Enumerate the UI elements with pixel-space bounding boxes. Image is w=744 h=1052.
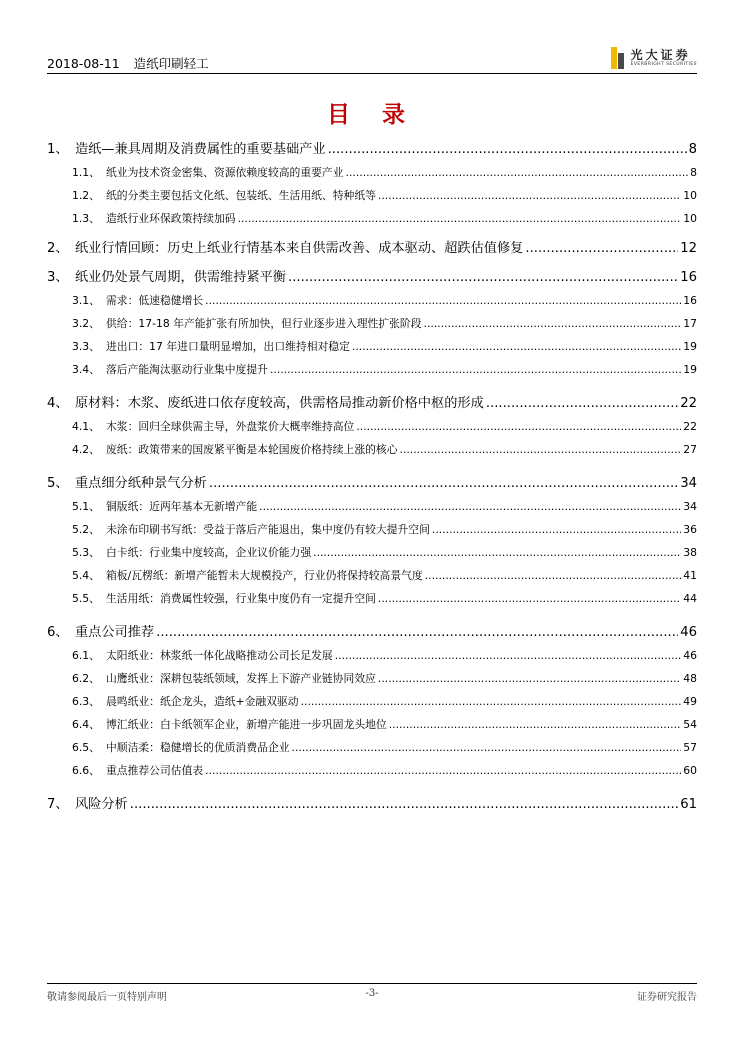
toc-entry-page: 46 xyxy=(680,625,697,640)
toc-dot-leader xyxy=(130,797,678,812)
toc-entry-number: 5.5、 xyxy=(72,592,100,605)
toc-section[interactable] xyxy=(47,138,697,157)
toc-entry-title: 重点公司推荐 xyxy=(75,625,155,640)
toc-dot-leader xyxy=(378,189,681,202)
toc-subsection[interactable] xyxy=(47,316,697,331)
toc-dot-leader xyxy=(288,270,678,285)
toc-entry-number: 3.1、 xyxy=(72,294,100,307)
toc-entry-page: 10 xyxy=(683,189,697,202)
footer-disclaimer: 敬请参阅最后一页特别声明 xyxy=(47,992,167,1003)
toc-entry-title: 废纸：政策带来的国废紧平衡是本轮国废价格持续上涨的核心 xyxy=(106,443,398,456)
toc-subsection[interactable] xyxy=(47,339,697,354)
toc-dot-leader xyxy=(486,396,678,411)
toc-dot-leader xyxy=(292,741,682,754)
toc-entry-title: 造纸行业环保政策持续加码 xyxy=(106,212,236,225)
toc-dot-leader xyxy=(335,649,682,662)
toc-dot-leader xyxy=(378,592,681,605)
toc-entry-title: 太阳纸业：林浆纸一体化战略推动公司长足发展 xyxy=(106,649,333,662)
toc-entry-page: 8 xyxy=(690,166,697,179)
toc-dot-leader xyxy=(205,764,681,777)
toc-dot-leader xyxy=(259,500,681,513)
toc-entry-number: 3.4、 xyxy=(72,363,100,376)
toc-entry-page: 48 xyxy=(683,672,697,685)
toc-entry-title: 纸业仍处景气周期，供需维持紧平衡 xyxy=(75,270,286,285)
page-footer xyxy=(47,988,697,1004)
toc-entry-page: 17 xyxy=(683,317,697,330)
toc-subsection[interactable] xyxy=(47,568,697,583)
toc-subsection[interactable] xyxy=(47,694,697,709)
toc-entry-number: 6.3、 xyxy=(72,695,100,708)
toc-dot-leader xyxy=(205,294,681,307)
toc-entry-page: 22 xyxy=(680,396,697,411)
toc-subsection[interactable] xyxy=(47,545,697,560)
logo-cn-text: 光大证券 xyxy=(630,47,691,62)
toc-entry-page: 19 xyxy=(683,340,697,353)
toc-entry-title: 木浆：回归全球供需主导，外盘浆价大概率维持高位 xyxy=(106,420,355,433)
header-info xyxy=(47,54,209,72)
toc-dot-leader xyxy=(313,546,681,559)
toc-dot-leader xyxy=(156,625,678,640)
toc-entry-page: 10 xyxy=(683,212,697,225)
toc-entry-number: 3.2、 xyxy=(72,317,100,330)
toc-entry-page: 60 xyxy=(683,764,697,777)
toc-entry-title: 山鹰纸业：深耕包装纸领域，发挥上下游产业链协同效应 xyxy=(106,672,376,685)
page-number: -3- xyxy=(365,988,379,999)
toc-subsection[interactable] xyxy=(47,763,697,778)
footer-divider xyxy=(47,983,697,984)
toc-entry-number: 6.4、 xyxy=(72,718,100,731)
toc-section[interactable] xyxy=(47,621,697,640)
toc-entry-number: 6.2、 xyxy=(72,672,100,685)
toc-entry-title: 落后产能淘汰驱动行业集中度提升 xyxy=(106,363,268,376)
toc-entry-page: 61 xyxy=(680,797,697,812)
toc-subsection[interactable] xyxy=(47,419,697,434)
toc-section[interactable] xyxy=(47,392,697,411)
logo-en-text: EVERBRIGHT SECURITIES xyxy=(630,61,697,67)
report-date: 2018-08-11 xyxy=(47,56,120,71)
toc-entry-page: 57 xyxy=(683,741,697,754)
toc-entry-page: 36 xyxy=(683,523,697,536)
toc-entry-page: 34 xyxy=(683,500,697,513)
toc-dot-leader xyxy=(238,212,682,225)
toc-entry-title: 白卡纸：行业集中度较高，企业议价能力强 xyxy=(106,546,312,559)
toc-subsection[interactable] xyxy=(47,591,697,606)
toc-entry-number: 3.3、 xyxy=(72,340,100,353)
toc-entry-page: 16 xyxy=(680,270,697,285)
toc-subsection[interactable] xyxy=(47,188,697,203)
toc-subsection[interactable] xyxy=(47,211,697,226)
footer-doc-type: 证券研究报告 xyxy=(637,992,697,1003)
toc-section[interactable] xyxy=(47,793,697,812)
toc-entry-page: 19 xyxy=(683,363,697,376)
toc-subsection[interactable] xyxy=(47,740,697,755)
toc-dot-leader xyxy=(424,317,682,330)
toc-dot-leader xyxy=(356,420,681,433)
toc-dot-leader xyxy=(352,340,681,353)
toc-entry-page: 46 xyxy=(683,649,697,662)
toc-entry-number: 1、 xyxy=(47,142,69,157)
toc-entry-number: 7、 xyxy=(47,797,69,812)
toc-entry-title: 箱板/瓦楞纸：新增产能暂未大规模投产，行业仍将保持较高景气度 xyxy=(106,569,423,582)
toc-entry-page: 38 xyxy=(683,546,697,559)
toc-entry-page: 16 xyxy=(683,294,697,307)
toc-entry-number: 6.1、 xyxy=(72,649,100,662)
toc-subsection[interactable] xyxy=(47,671,697,686)
toc-entry-title: 重点细分纸种景气分析 xyxy=(75,476,207,491)
toc-entry-title: 造纸—兼具周期及消费属性的重要基础产业 xyxy=(75,142,326,157)
toc-entry-page: 54 xyxy=(683,718,697,731)
toc-section[interactable] xyxy=(47,266,697,285)
header-divider xyxy=(47,73,697,74)
toc-subsection[interactable] xyxy=(47,165,697,180)
toc-entry-page: 12 xyxy=(680,241,697,256)
toc-entry-number: 6.6、 xyxy=(72,764,100,777)
toc-entry-title: 博汇纸业：白卡纸领军企业，新增产能进一步巩固龙头地位 xyxy=(106,718,387,731)
toc-entry-title: 重点推荐公司估值表 xyxy=(106,764,204,777)
toc-entry-title: 进出口：17 年进口量明显增加，出口维持相对稳定 xyxy=(106,340,350,353)
toc-entry-number: 5.4、 xyxy=(72,569,100,582)
toc-entry-title: 未涂布印刷书写纸：受益于落后产能退出，集中度仍有较大提升空间 xyxy=(106,523,430,536)
brand-logo xyxy=(611,46,697,70)
toc-entry-title: 纸业为技术资金密集、资源依赖度较高的重要产业 xyxy=(106,166,344,179)
toc-entry-page: 8 xyxy=(688,142,697,157)
toc-entry-number: 1.2、 xyxy=(72,189,100,202)
toc-dot-leader xyxy=(346,166,689,179)
toc-entry-title: 铜版纸：近两年基本无新增产能 xyxy=(106,500,258,513)
toc-subsection[interactable] xyxy=(47,522,697,537)
toc-dot-leader xyxy=(389,718,682,731)
toc-dot-leader xyxy=(378,672,681,685)
toc-entry-number: 5.1、 xyxy=(72,500,100,513)
toc-dot-leader xyxy=(270,363,681,376)
toc-entry-title: 生活用纸：消费属性较强，行业集中度仍有一定提升空间 xyxy=(106,592,376,605)
toc-dot-leader xyxy=(209,476,678,491)
toc-dot-leader xyxy=(432,523,681,536)
industry-name: 造纸印刷轻工 xyxy=(133,56,209,71)
toc-entry-page: 34 xyxy=(680,476,697,491)
toc-dot-leader xyxy=(328,142,687,157)
toc-entry-number: 6.5、 xyxy=(72,741,100,754)
toc-entry-number: 4.1、 xyxy=(72,420,100,433)
toc-entry-title: 纸业行情回顾：历史上纸业行情基本来自供需改善、成本驱动、超跌估值修复 xyxy=(75,241,524,256)
toc-dot-leader xyxy=(525,241,678,256)
toc-entry-number: 1.1、 xyxy=(72,166,100,179)
toc-entry-number: 1.3、 xyxy=(72,212,100,225)
toc-entry-page: 41 xyxy=(683,569,697,582)
toc-subsection[interactable] xyxy=(47,442,697,457)
toc-entry-page: 49 xyxy=(683,695,697,708)
toc-entry-number: 2、 xyxy=(47,241,69,256)
toc-entry-page: 27 xyxy=(683,443,697,456)
toc-dot-leader xyxy=(425,569,682,582)
toc-section[interactable] xyxy=(47,472,697,491)
toc-entry-title: 供给：17-18 年产能扩张有所加快，但行业逐步进入理性扩张阶段 xyxy=(106,317,422,330)
page-header xyxy=(47,44,697,72)
toc-entry-title: 原材料：木浆、废纸进口依存度较高，供需格局推动新价格中枢的形成 xyxy=(75,396,484,411)
toc-entry-page: 22 xyxy=(683,420,697,433)
toc-entry-title: 晨鸣纸业：纸企龙头，造纸+金融双驱动 xyxy=(106,695,299,708)
toc-entry-number: 5.3、 xyxy=(72,546,100,559)
toc-subsection[interactable] xyxy=(47,499,697,514)
toc-entry-title: 需求：低速稳健增长 xyxy=(106,294,204,307)
toc-entry-title: 风险分析 xyxy=(75,797,128,812)
toc-entry-number: 5.2、 xyxy=(72,523,100,536)
toc-subsection[interactable] xyxy=(47,648,697,663)
logo-mark-icon xyxy=(611,47,625,69)
toc-entry-title: 纸的分类主要包括文化纸、包装纸、生活用纸、特种纸等 xyxy=(106,189,376,202)
toc-entry-number: 6、 xyxy=(47,625,69,640)
toc-entry-page: 44 xyxy=(683,592,697,605)
toc-entry-number: 4.2、 xyxy=(72,443,100,456)
toc-section[interactable] xyxy=(47,237,697,256)
toc-subsection[interactable] xyxy=(47,717,697,732)
toc-entry-number: 3、 xyxy=(47,270,69,285)
toc-entry-title: 中顺洁柔：稳健增长的优质消费品企业 xyxy=(106,741,290,754)
toc-subsection[interactable] xyxy=(47,293,697,308)
toc-dot-leader xyxy=(400,443,682,456)
toc-dot-leader xyxy=(301,695,682,708)
toc-subsection[interactable] xyxy=(47,362,697,377)
toc-entry-number: 4、 xyxy=(47,396,69,411)
toc-title: 目 录 xyxy=(326,102,417,128)
toc-entry-number: 5、 xyxy=(47,476,69,491)
